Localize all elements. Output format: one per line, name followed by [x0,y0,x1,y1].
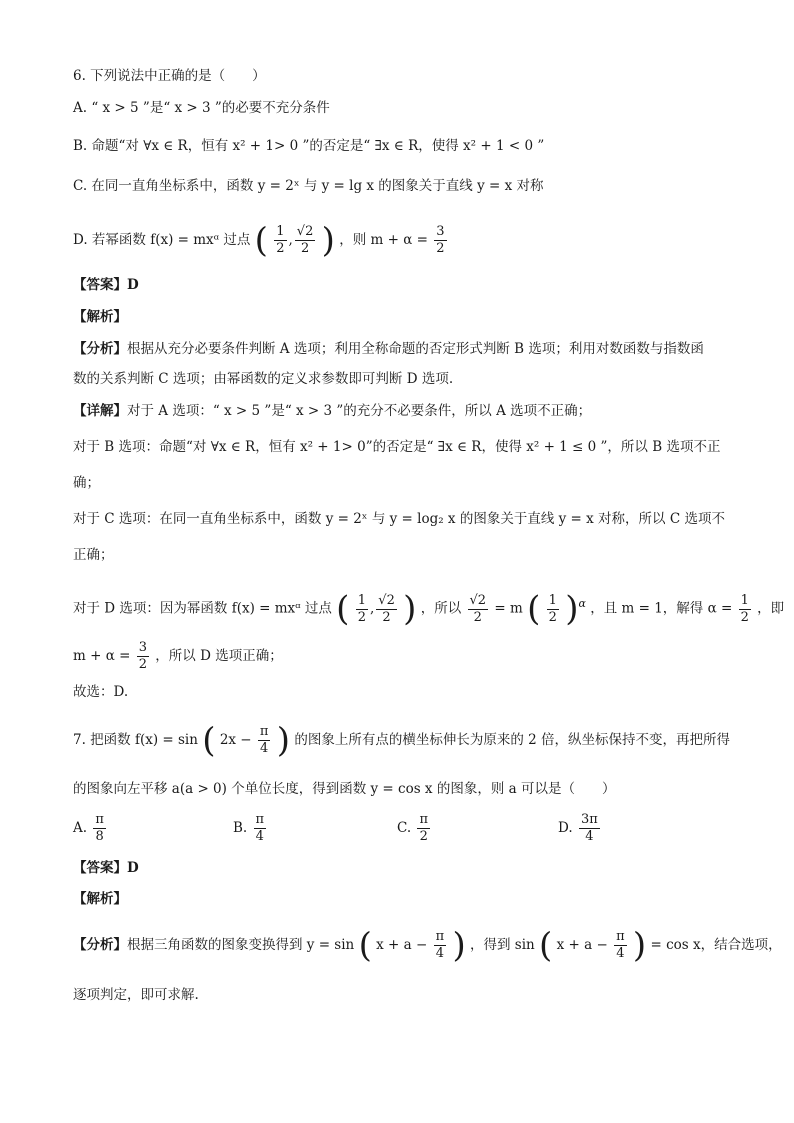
frac-den: 2 [473,609,482,625]
q7-stem-prefix: 7. 把函数 f(x) = sin [73,732,198,748]
fx-eq: = cos x，结合选项， [650,937,782,953]
q6-option-a: A. “ x > 5 ”是“ x > 3 ”的必要不充分条件 [73,100,330,116]
fraction [434,929,447,962]
q6-option-d: D. 若幂函数 f(x) = mxᵅ 过点 ( $\frac{1}{2}$ , $\frac{√2}{2}$ ) ，则 m + α = $\frac{3}{2}$ [73,220,445,261]
frac-den: 4 [616,946,625,961]
frac-den: 4 [585,829,594,844]
fenxi-tag: 【分析】 [73,341,127,357]
frac-num: 1 [276,224,285,239]
frac-den: 2 [436,241,445,256]
frac-den: 2 [548,609,557,625]
frac-den: 2 [300,241,310,256]
q6-xiangjie-c1: 对于 C 选项：在同一直角坐标系中，函数 y = 2ˣ 与 y = log₂ x 的图象关于直线 y = x 对称，所以 C 选项不 [73,511,725,527]
q6-answer: 【答案】D [73,277,139,293]
fraction [417,812,430,845]
q6-option-c: C. 在同一直角坐标系中，函数 y = 2ˣ 与 y = lg x 的图象关于直线 y = x 对称 [73,178,544,194]
frac-den: 2 [357,609,366,625]
frac-num: π [419,812,428,827]
frac-den: 4 [435,946,444,961]
frac-den: 2 [419,829,428,844]
q6-d-suffix: ，则 m + α = [339,232,428,248]
frac-den: 2 [740,609,749,625]
frac-den: 2 [138,657,147,672]
q7-option-a [73,812,108,845]
q6-xiangjie-d1: 对于 D 选项：因为幂函数 f(x) = mxᵅ 过点 ( $\frac{1}{2}$ , $\frac{√2}{2}$ ) ，所以 $\frac{√2}{2}$ = m ( $\frac{1}{2}$ )$^\alpha$ ，且 m = 1，解得 α = $\frac{1}{2}$ ，即 [73,589,785,629]
fx-inner: x + a − [556,937,608,953]
q6-xiangjie-b1: 对于 B 选项：命题“对 ∀x ∈ R，恒有 x² + 1> 0”的否定是“ ∃x ∈ R，使得 x² + 1 ≤ 0 ”，所以 B 选项不正 [73,439,721,455]
fenxi-tag: 【分析】 [73,937,127,953]
q7-fenxi-line1 [73,923,782,967]
fraction [258,724,271,757]
frac-num: π [95,812,104,827]
option-label: C. [397,820,412,836]
fraction [274,224,286,257]
paren-right: ) [403,589,417,629]
frac-num: π [616,929,625,944]
fraction [579,812,600,845]
fraction [614,929,627,962]
q6-fenxi-line2: 数的关系判断 C 选项；由幂函数的定义求参数即可判断 D 选项. [73,371,454,387]
option-label: B. [233,820,248,836]
frac-num: π [259,724,269,739]
frac-num: √2 [378,592,395,608]
q6-guxuan: 故选：D. [73,684,129,700]
paren-left: ( [254,220,268,261]
q7-analysis-tag: 【解析】 [73,891,127,907]
q7-answer: 【答案】D [73,860,139,876]
frac-den: 2 [382,609,391,625]
fraction [739,593,751,626]
xj-d2-prefix: m + α = [73,648,131,664]
paren-left: ( [527,589,541,629]
fraction [93,812,106,845]
frac-num: π [255,812,265,827]
option-label: D. [558,820,573,836]
xj-d-eq: = m [494,600,523,617]
paren-right: ) [321,220,335,261]
fraction [137,640,149,673]
frac-num: √2 [469,592,487,608]
q7-fenxi-line2: 逐项判定，即可求解. [73,987,199,1003]
xj-d-post: ，且 m = 1，解得 α = [590,600,733,617]
frac-num: 3 [436,224,445,239]
fraction [547,593,559,626]
fenxi-text: 根据从充分必要条件判断 A 选项；利用全称命题的否定形式判断 B 选项；利用对数函数与指数函 [127,341,704,357]
paren-right: ) [276,720,291,761]
q7-stem-inner: 2x − [219,732,252,748]
fraction [254,812,267,845]
q6-option-b: B. 命题“对 ∀x ∈ R，恒有 x² + 1> 0 ”的否定是“ ∃x ∈ R，使得 x² + 1 < 0 ” [73,138,545,154]
q6-stem: 6. 下列说法中正确的是（ ） [73,68,266,84]
paren-left: ( [202,720,216,761]
q6-fenxi-line1 [73,339,704,359]
fraction [376,593,397,626]
paren-right: ) [632,925,647,966]
q7-stem-suffix: 的图象上所有点的横坐标伸长为原来的 2 倍，纵坐标保持不变，再把所得 [294,732,730,748]
paren-right: ) [565,589,579,629]
xj-d-prefix: 对于 D 选项：因为幂函数 f(x) = mxᵅ 过点 [73,600,332,617]
q6-analysis-tag: 【解析】 [73,309,127,325]
xj-d-end: ，即 [757,600,785,617]
frac-num: 1 [357,592,366,608]
option-label: A. [73,820,88,836]
frac-den: 4 [260,741,269,756]
paren-left: ( [336,589,350,629]
xj-d-mid: ，所以 [420,600,462,617]
frac-num: 1 [548,592,557,608]
q6-xiangjie-b2: 确； [73,475,100,491]
q6-d-prefix: D. 若幂函数 f(x) = mxᵅ 过点 [73,232,251,248]
fx-mid: ，得到 sin [470,937,535,953]
q7-option-d [558,812,602,845]
frac-num: √2 [296,224,314,239]
q7-stem-line2: 的图象向左平移 a(a > 0) 个单位长度，得到函数 y = cos x 的图象，则 a 可以是（ ） [73,781,616,797]
frac-den: 4 [255,829,264,844]
xiangjie-a-text: 对于 A 选项：“ x > 5 ”是“ x > 3 ”的充分不必要条件，所以 A 选项不正确； [127,403,592,419]
q7-option-b [233,812,268,845]
fraction [356,593,368,626]
paren-left: ( [539,925,553,966]
xj-d2-suffix: ，所以 D 选项正确； [155,648,283,664]
fraction [295,224,316,257]
paren-right: ) [452,925,466,966]
frac-den: 2 [276,241,285,256]
q7-option-c [397,812,432,845]
paren-left: ( [358,925,372,966]
q6-xiangjie-a [73,401,591,421]
fx-prefix: 根据三角函数的图象变换得到 y = sin [127,937,355,953]
fraction [468,593,489,626]
frac-num: π [435,929,445,944]
frac-num: 3 [138,640,147,655]
fraction [434,224,446,257]
q6-xiangjie-d2 [73,636,283,676]
frac-num: 1 [740,592,749,608]
q7-stem-line1 [73,718,730,762]
xiangjie-tag: 【详解】 [73,403,127,419]
fx-inner: x + a − [376,937,428,953]
frac-den: 8 [95,829,104,844]
frac-num: 3π [580,812,598,827]
q6-xiangjie-c2: 正确； [73,547,114,563]
